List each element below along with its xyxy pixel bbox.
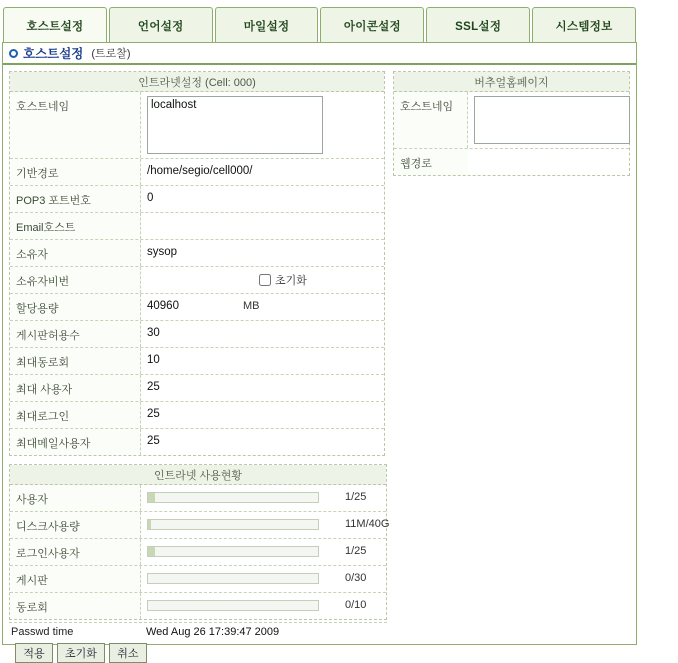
reset-password-checkbox[interactable] (259, 274, 271, 286)
field-row-pop3-port (10, 186, 384, 213)
usage-bar (147, 519, 319, 530)
field-value (141, 240, 384, 263)
apply-button[interactable]: 적용 (15, 643, 53, 663)
quota-input[interactable] (147, 300, 191, 312)
field-value (141, 159, 384, 182)
field-row-basepath (10, 159, 384, 186)
tab-icon-settings[interactable] (320, 7, 424, 43)
tab-host-settings[interactable] (3, 7, 107, 43)
field-row-max-users (10, 375, 384, 402)
radio-bullet-icon (9, 49, 18, 58)
usage-text: 11M/40G (345, 518, 390, 530)
max-groups-input[interactable] (147, 354, 347, 366)
usage-text: 1/25 (345, 545, 367, 557)
usage-panel-header: 인트라넷 사용현황 (10, 465, 386, 485)
field-value (468, 92, 634, 148)
button-bar (9, 638, 630, 663)
max-logins-input[interactable] (147, 408, 347, 420)
field-value (141, 186, 384, 209)
body-area (3, 65, 636, 663)
field-value (141, 348, 384, 371)
field-row-max-groups (10, 348, 384, 375)
usage-label: 로그인사용자 (10, 539, 141, 565)
field-row-email-host (10, 213, 384, 240)
usage-bar-fill (148, 547, 155, 556)
field-row-quota (10, 294, 384, 321)
field-label: 최대메일사용자 (10, 429, 141, 455)
field-label: 호스트네임 (394, 92, 468, 148)
tab-system-info[interactable] (532, 7, 636, 43)
usage-bar (147, 600, 319, 611)
virtual-panel-header: 버추얼홈페이지 (394, 72, 629, 92)
field-value (141, 294, 384, 317)
field-label: 소유자 (10, 240, 141, 266)
field-label: 호스트네임 (10, 92, 141, 158)
tab-ssl-settings[interactable] (426, 7, 530, 43)
usage-bar (147, 546, 319, 557)
board-limit-input[interactable] (147, 327, 347, 339)
page-subtitle: (트로찰) (91, 48, 131, 60)
field-value (141, 267, 384, 292)
field-row-owner-password (10, 267, 384, 294)
intranet-column (9, 71, 385, 456)
usage-rows (10, 485, 390, 619)
field-label: Email호스트 (10, 213, 141, 239)
field-row-virtual-webpath (394, 149, 629, 175)
intranet-panel-header: 인트라넷설정 (Cell: 000) (10, 72, 384, 92)
max-users-input[interactable] (147, 381, 347, 393)
usage-bar-fill (148, 520, 151, 529)
field-label: 최대동로회 (10, 348, 141, 374)
quota-unit: MB (243, 300, 260, 312)
intranet-panel (9, 71, 385, 456)
tab-language-settings[interactable] (109, 7, 213, 43)
usage-value (141, 593, 386, 616)
field-label: 소유자비번 (10, 267, 141, 293)
usage-row-boards (10, 566, 386, 593)
usage-value (141, 512, 393, 535)
usage-value (141, 485, 386, 508)
cancel-button[interactable]: 취소 (109, 643, 147, 663)
tab-mail-settings[interactable] (215, 7, 319, 43)
tab-label: 호스트설정 (26, 20, 84, 33)
tab-label: 아이콘설정 (343, 20, 401, 33)
tab-bar (0, 0, 639, 43)
usage-row-logins (10, 539, 386, 566)
hostname-textarea[interactable] (147, 96, 323, 154)
field-value (141, 375, 384, 398)
field-row-max-mail-users (10, 429, 384, 455)
reset-button[interactable]: 초기화 (57, 643, 105, 663)
tab-label: SSL설정 (455, 20, 502, 33)
usage-text: 0/10 (345, 599, 367, 611)
virtual-rows (394, 92, 629, 175)
passwd-time-value: Wed Aug 26 17:39:47 2009 (146, 626, 280, 638)
usage-label: 디스크사용량 (10, 512, 141, 538)
pop3-port-input[interactable] (147, 192, 347, 204)
field-row-virtual-hostname (394, 92, 629, 149)
field-value (141, 429, 384, 452)
field-label: 게시판허용수 (10, 321, 141, 347)
email-host-input[interactable] (147, 219, 347, 231)
field-value (141, 92, 384, 158)
field-value (141, 321, 384, 344)
max-mail-users-input[interactable] (147, 435, 347, 447)
usage-text: 1/25 (345, 491, 367, 503)
passwd-time-label: Passwd time (11, 626, 74, 638)
usage-label: 동로회 (10, 593, 141, 619)
field-value (141, 402, 384, 425)
tab-label: 언어설정 (137, 20, 184, 33)
basepath-input[interactable] (147, 165, 347, 177)
usage-row-groups (10, 593, 386, 619)
field-label: 기반경로 (10, 159, 141, 185)
virtual-webpath-input[interactable] (474, 155, 674, 167)
usage-value (141, 539, 386, 562)
usage-value (141, 566, 386, 589)
reset-password-label: 초기화 (275, 275, 307, 287)
field-label: 최대로그인 (10, 402, 141, 428)
page-title: 호스트설정 (23, 47, 84, 61)
intranet-rows (10, 92, 384, 455)
page-header (3, 43, 636, 65)
virtual-column (393, 71, 630, 176)
field-row-owner (10, 240, 384, 267)
reset-password-checkbox-wrap[interactable] (259, 272, 307, 288)
virtual-panel (393, 71, 630, 176)
field-label: POP3 포트번호 (10, 186, 141, 212)
passwd-time-row (9, 622, 387, 638)
usage-bar (147, 492, 319, 503)
usage-panel (9, 464, 390, 620)
usage-row-disk (10, 512, 390, 539)
usage-bar-fill (148, 493, 155, 502)
usage-text: 0/30 (345, 572, 367, 584)
content-frame (2, 42, 637, 660)
virtual-hostname-textarea[interactable] (474, 96, 630, 144)
field-row-board-limit (10, 321, 384, 348)
field-label: 웹경로 (394, 149, 468, 175)
owner-input[interactable] (147, 246, 347, 258)
field-label: 최대 사용자 (10, 375, 141, 401)
tab-label: 시스템정보 (555, 20, 613, 33)
usage-label: 사용자 (10, 485, 141, 511)
tab-label: 마일설정 (243, 20, 290, 33)
field-row-hostname (10, 92, 384, 159)
usage-bar (147, 573, 319, 584)
usage-row-users (10, 485, 386, 512)
usage-label: 게시판 (10, 566, 141, 592)
columns (9, 71, 630, 456)
field-value (468, 149, 678, 172)
field-row-max-logins (10, 402, 384, 429)
field-label: 할당용량 (10, 294, 141, 320)
field-value (141, 213, 384, 236)
